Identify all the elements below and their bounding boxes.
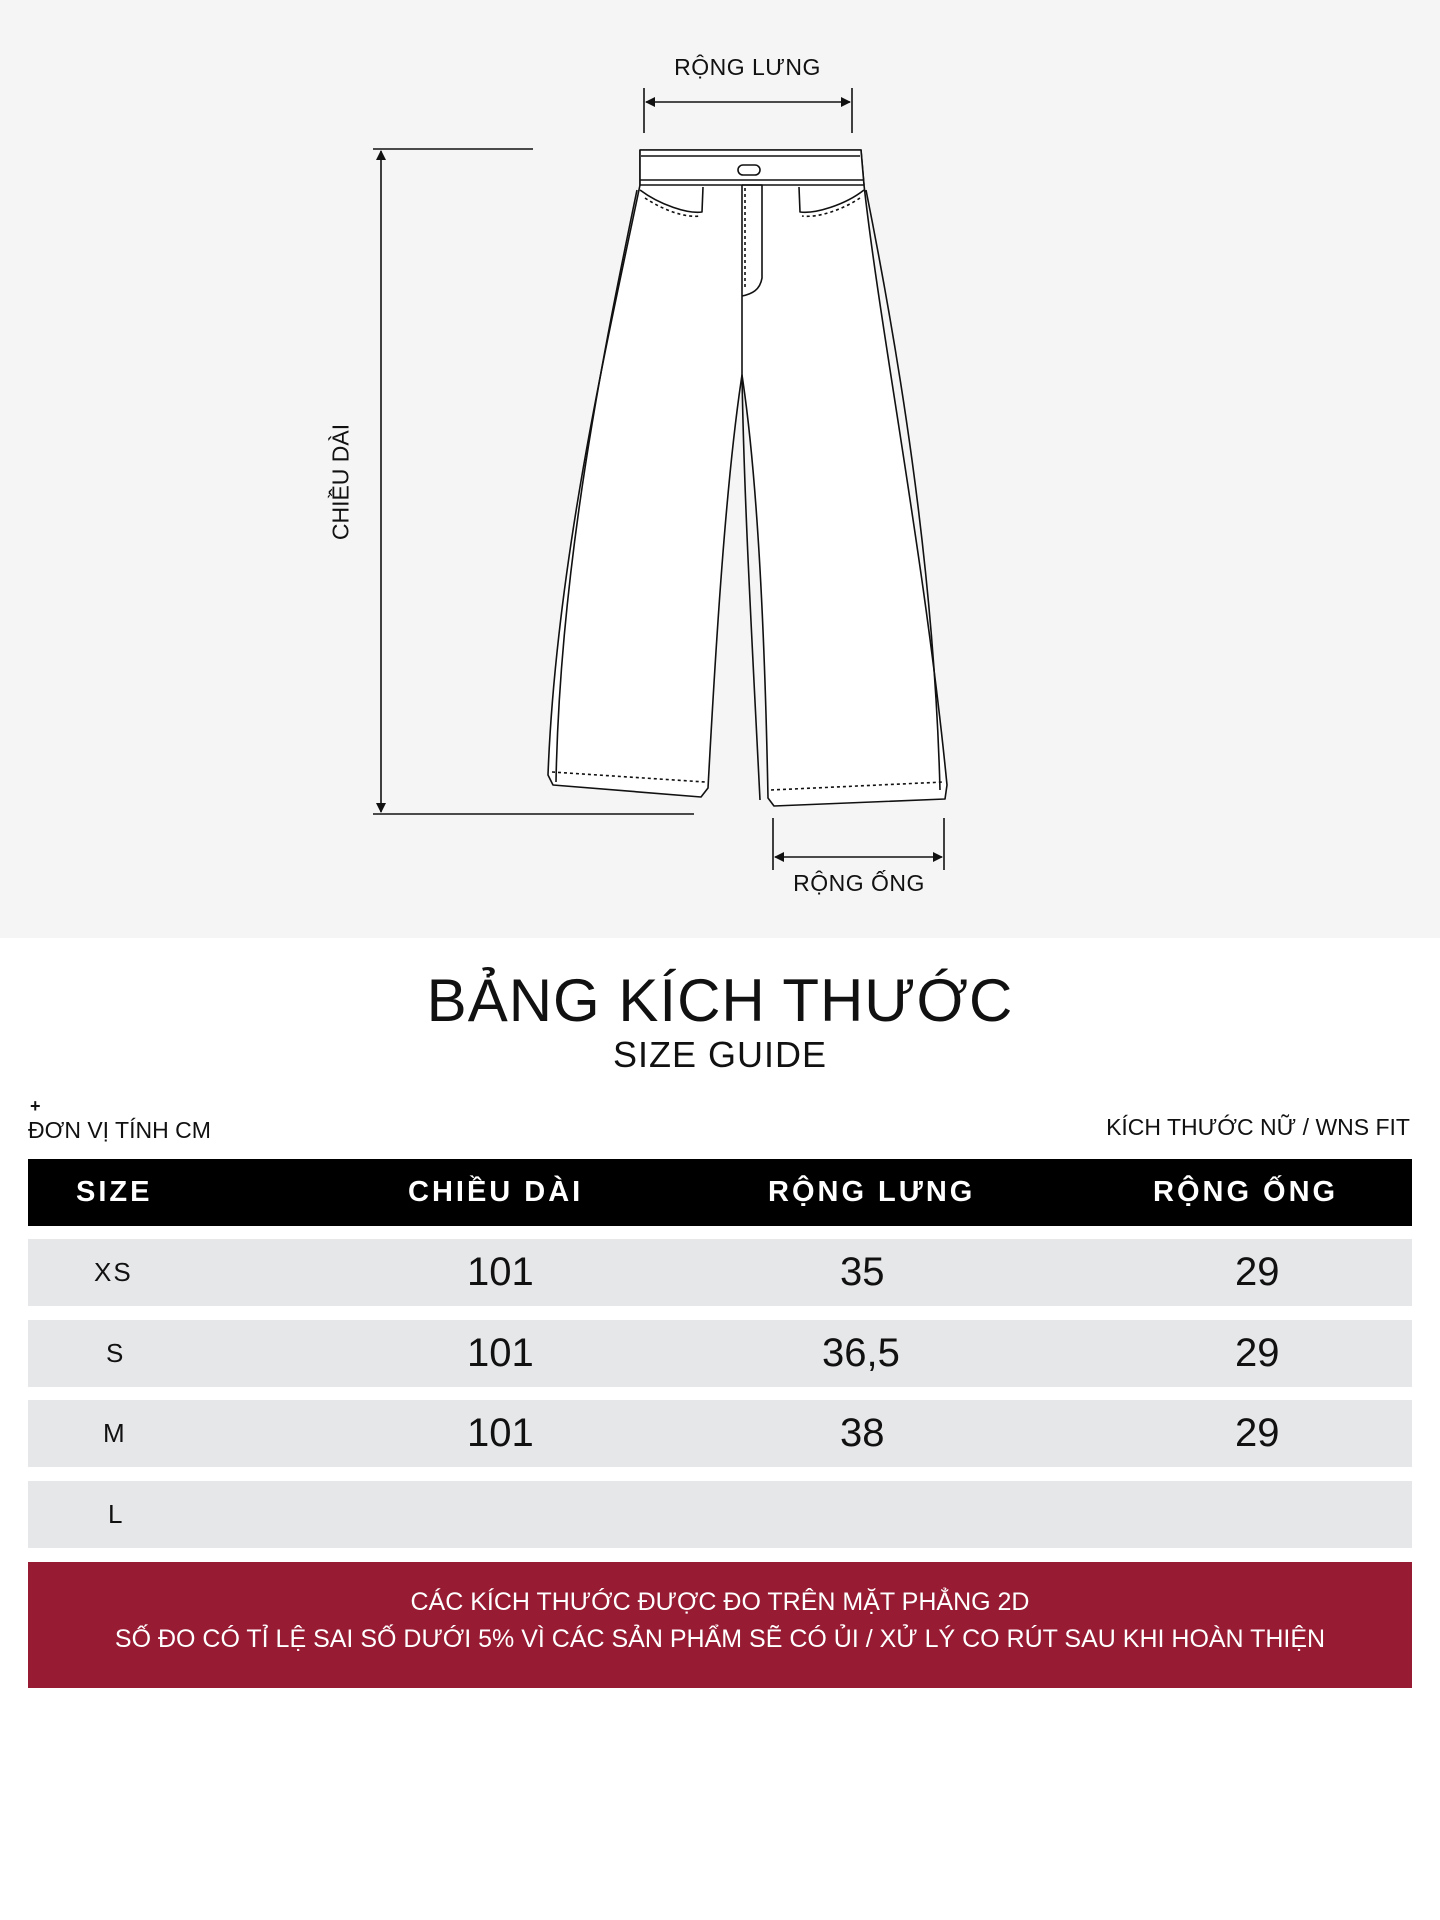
notice-line-1: CÁC KÍCH THƯỚC ĐƯỢC ĐO TRÊN MẶT PHẲNG 2D: [410, 1588, 1030, 1616]
table-row: [28, 1481, 1412, 1548]
cell-length: 101: [467, 1250, 534, 1294]
fit-label: KÍCH THƯỚC NỮ / WNS FIT: [1106, 1114, 1410, 1140]
measurement-diagram: [0, 0, 1440, 938]
cell-size: M: [103, 1418, 127, 1448]
cell-waist: 35: [840, 1250, 885, 1294]
cell-waist: 36,5: [822, 1331, 900, 1375]
cell-length: 101: [467, 1411, 534, 1455]
column-header-hem: RỘNG ỐNG: [1153, 1176, 1339, 1208]
unit-label: ĐƠN VỊ TÍNH CM: [28, 1117, 211, 1143]
length-label: CHIỀU DÀI: [327, 423, 354, 541]
page-title: BẢNG KÍCH THƯỚC: [426, 967, 1014, 1034]
cell-waist: 38: [840, 1411, 885, 1455]
pants-outline: [548, 150, 947, 806]
cell-length: 101: [467, 1331, 534, 1375]
hem-label: RỘNG ỐNG: [793, 870, 925, 896]
waist-dimension: [644, 88, 852, 133]
column-header-waist: RỘNG LƯNG: [768, 1176, 976, 1208]
column-header-size: SIZE: [76, 1176, 153, 1208]
cell-hem: 29: [1235, 1331, 1280, 1375]
page-subtitle: SIZE GUIDE: [612, 1034, 828, 1075]
pants-illustration: [0, 0, 1440, 938]
cell-hem: 29: [1235, 1250, 1280, 1294]
measurement-notice: [28, 1562, 1412, 1688]
hem-dimension: [773, 818, 944, 870]
table-header: [28, 1159, 1412, 1226]
table-row: [28, 1320, 1412, 1387]
notice-line-2: SỐ ĐO CÓ TỈ LỆ SAI SỐ DƯỚI 5% VÌ CÁC SẢN PHẨM SẼ CÓ ỦI / XỬ LÝ CO RÚT SAU KHI HOÀN THIỆN: [114, 1625, 1326, 1653]
column-header-length: CHIỀU DÀI: [408, 1176, 584, 1208]
cell-size: S: [106, 1338, 126, 1368]
table-row: [28, 1400, 1412, 1467]
table-row: [28, 1239, 1412, 1306]
waist-label: RỘNG LƯNG: [674, 54, 821, 80]
cell-size: XS: [94, 1257, 133, 1287]
cell-size: L: [108, 1499, 125, 1529]
plus-icon: +: [30, 1096, 41, 1116]
cell-hem: 29: [1235, 1411, 1280, 1455]
